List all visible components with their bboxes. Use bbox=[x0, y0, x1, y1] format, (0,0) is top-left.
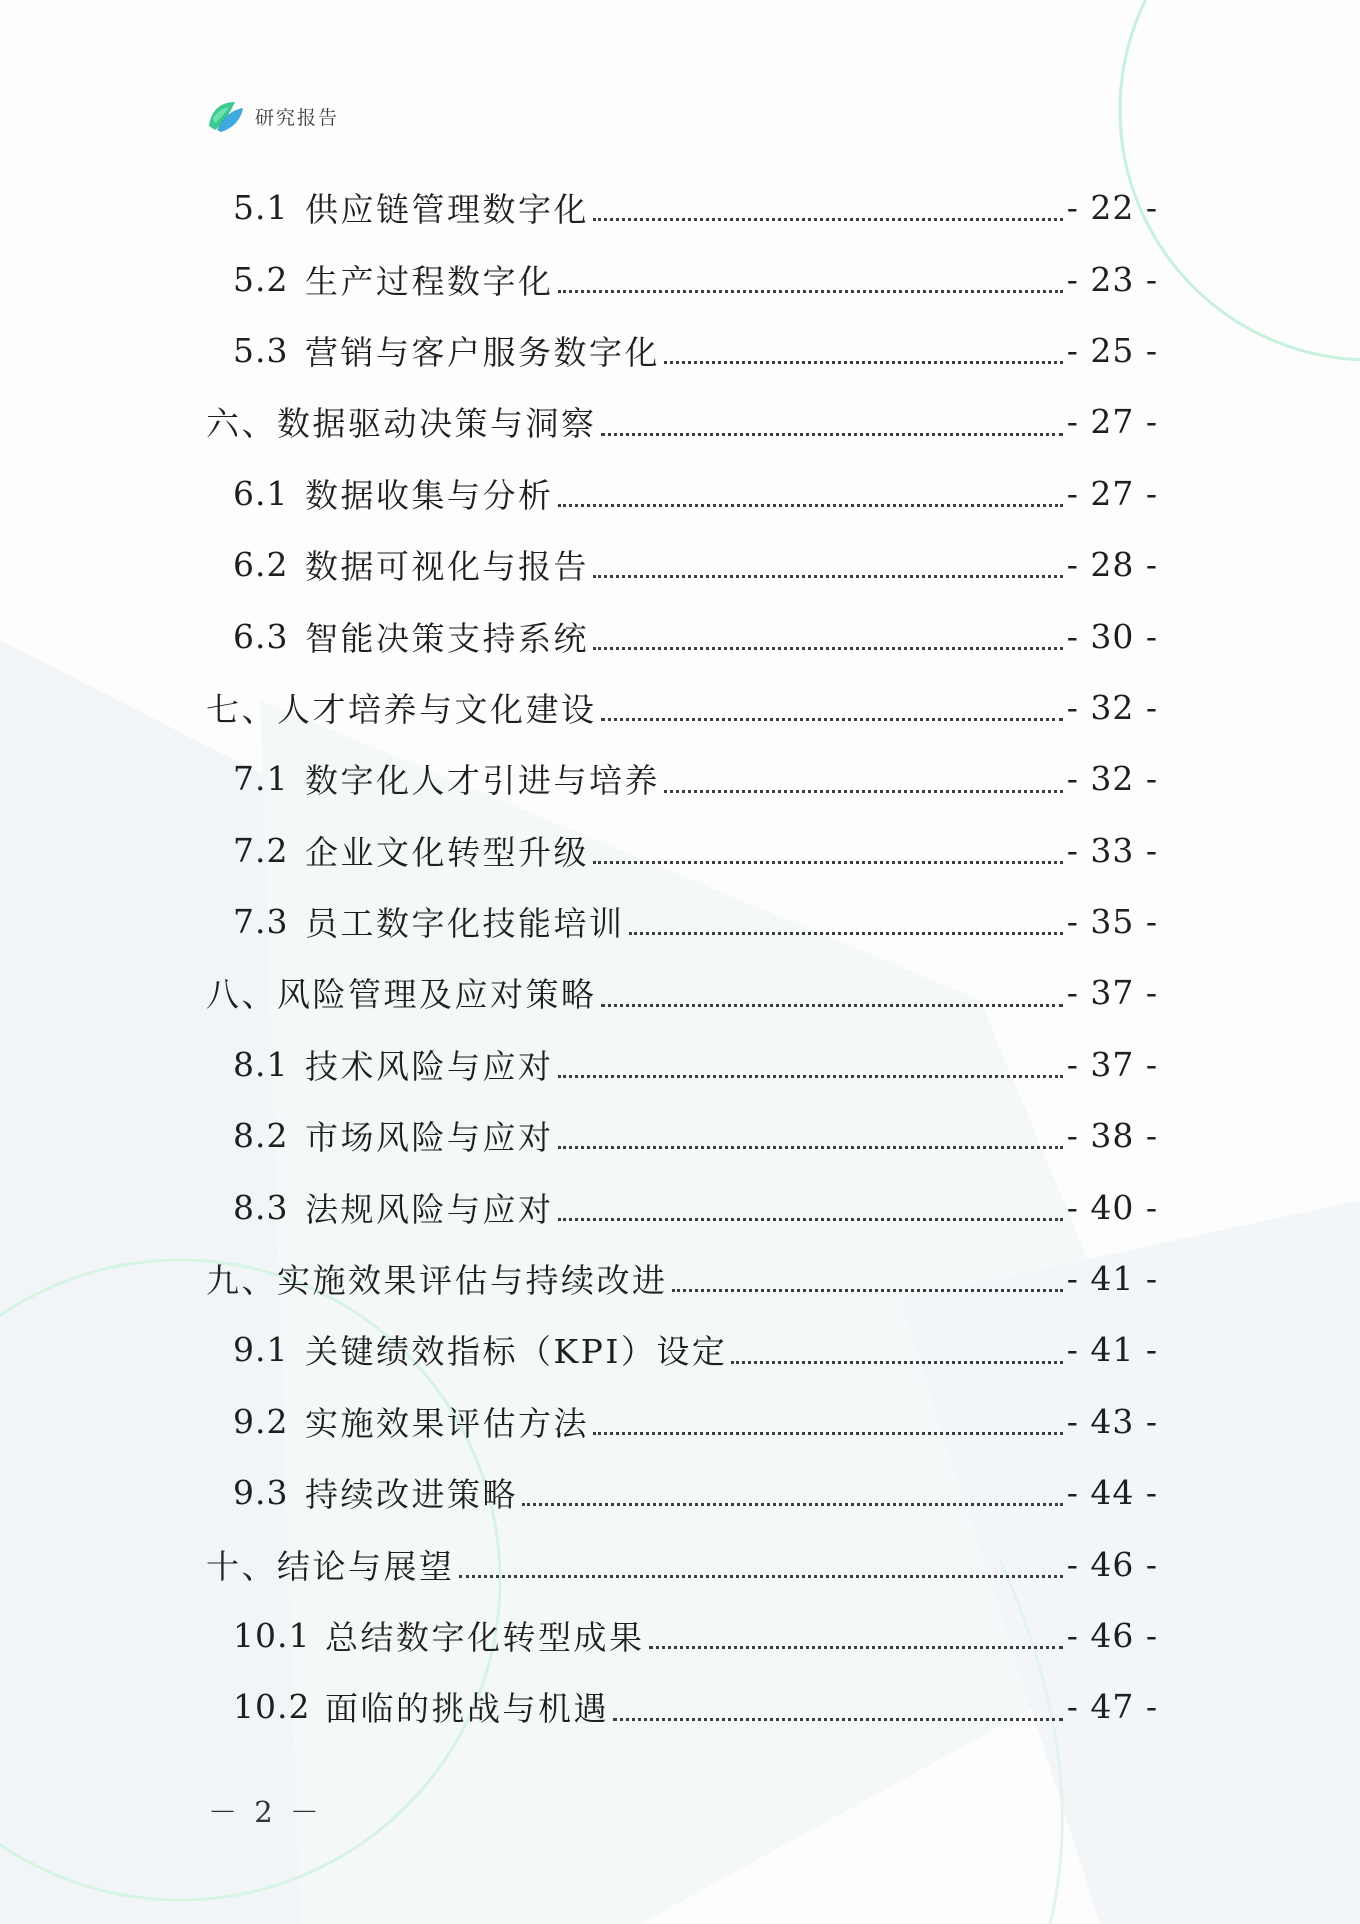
toc-dot-leader bbox=[558, 1217, 1063, 1221]
toc-dot-leader bbox=[459, 1574, 1063, 1578]
toc-entry-number: 7.2 bbox=[233, 830, 289, 870]
toc-entry-number: 6.1 bbox=[233, 473, 289, 513]
toc-entry-page-number: - 43 - bbox=[1066, 1401, 1158, 1441]
toc-entry-title: 法规风险与应对 bbox=[305, 1189, 554, 1229]
toc-entry-title: 企业文化转型升级 bbox=[305, 832, 589, 872]
toc-entry-page-number: - 41 - bbox=[1066, 1259, 1158, 1299]
toc-entry-title: 市场风险与应对 bbox=[305, 1118, 554, 1158]
leaf-logo-icon bbox=[205, 96, 245, 136]
toc-dot-leader bbox=[593, 574, 1063, 578]
toc-dot-leader bbox=[629, 931, 1063, 935]
toc-entry-title: 总结数字化转型成果 bbox=[325, 1618, 645, 1657]
toc-entry-title: 实施效果评估方法 bbox=[305, 1403, 589, 1443]
toc-entry-page-number: - 33 - bbox=[1066, 830, 1158, 870]
toc-entry-title: 九、实施效果评估与持续改进 bbox=[206, 1261, 668, 1301]
toc-dot-leader bbox=[558, 503, 1063, 507]
toc-entry-page-number: - 28 - bbox=[1066, 545, 1158, 585]
toc-entry[interactable] bbox=[206, 743, 1158, 814]
toc-entry[interactable] bbox=[206, 1528, 1158, 1599]
toc-entry[interactable] bbox=[206, 957, 1158, 1028]
toc-entry-number: 10.2 bbox=[233, 1687, 311, 1727]
toc-entry[interactable] bbox=[206, 386, 1158, 457]
toc-entry[interactable] bbox=[206, 1171, 1158, 1242]
toc-entry-title: 员工数字化技能培训 bbox=[305, 904, 625, 944]
header-title: 研究报告 bbox=[255, 106, 340, 129]
toc-entry-title: 十、结论与展望 bbox=[206, 1546, 455, 1586]
toc-entry-page-number: - 30 - bbox=[1066, 616, 1158, 656]
toc-dot-leader bbox=[593, 860, 1063, 864]
toc-entry-page-number: - 27 - bbox=[1066, 402, 1158, 442]
toc-entry-page-number: - 22 - bbox=[1066, 188, 1158, 228]
toc-entry[interactable] bbox=[206, 1100, 1158, 1171]
toc-entry-page-number: - 37 - bbox=[1066, 973, 1158, 1013]
toc-entry[interactable] bbox=[206, 1600, 1158, 1671]
toc-entry-number: 5.3 bbox=[233, 330, 289, 370]
toc-entry-number: 8.3 bbox=[233, 1187, 289, 1227]
toc-entry-number: 8.1 bbox=[233, 1044, 289, 1084]
toc-entry-page-number: - 46 - bbox=[1066, 1616, 1158, 1655]
toc-entry-title: 八、风险管理及应对策略 bbox=[206, 975, 597, 1015]
toc-entry-page-number: - 32 - bbox=[1066, 687, 1158, 727]
toc-dot-leader bbox=[593, 646, 1063, 650]
toc-dot-leader bbox=[593, 1431, 1063, 1435]
toc-entry-page-number: - 41 - bbox=[1066, 1330, 1158, 1370]
toc-entry[interactable] bbox=[206, 886, 1158, 957]
toc-dot-leader bbox=[649, 1645, 1063, 1649]
toc-entry-page-number: - 23 - bbox=[1066, 259, 1158, 299]
toc-entry[interactable] bbox=[206, 243, 1158, 314]
toc-entry-page-number: - 44 - bbox=[1066, 1473, 1158, 1513]
page-number-footer: － 2 － bbox=[208, 1795, 323, 1829]
toc-entry-page-number: - 35 - bbox=[1066, 902, 1158, 942]
toc-entry-number: 8.2 bbox=[233, 1116, 289, 1156]
toc-entry-title: 供应链管理数字化 bbox=[305, 190, 589, 230]
toc-entry-page-number: - 27 - bbox=[1066, 473, 1158, 513]
toc-entry[interactable] bbox=[206, 600, 1158, 671]
toc-dot-leader bbox=[664, 789, 1063, 793]
toc-entry-title: 数字化人才引进与培养 bbox=[305, 761, 660, 801]
toc-entry-number: 10.1 bbox=[233, 1616, 311, 1655]
toc-dot-leader bbox=[601, 717, 1063, 721]
toc-dot-leader bbox=[664, 360, 1063, 364]
toc-dot-leader bbox=[558, 289, 1063, 293]
toc-entry-title: 关键绩效指标（KPI）设定 bbox=[305, 1332, 728, 1372]
toc-entry-number: 7.3 bbox=[233, 902, 289, 942]
toc-entry-page-number: - 47 - bbox=[1066, 1687, 1158, 1727]
toc-entry-number: 7.1 bbox=[233, 759, 289, 799]
toc-entry[interactable] bbox=[206, 672, 1158, 743]
toc-dot-leader bbox=[593, 217, 1063, 221]
toc-entry-number: 5.2 bbox=[233, 259, 289, 299]
toc-entry-number: 9.2 bbox=[233, 1401, 289, 1441]
toc-entry[interactable] bbox=[206, 1029, 1158, 1100]
toc-entry[interactable] bbox=[206, 1457, 1158, 1528]
toc-entry[interactable] bbox=[206, 172, 1158, 243]
toc-entry-page-number: - 32 - bbox=[1066, 759, 1158, 799]
toc-dot-leader bbox=[522, 1502, 1063, 1506]
toc-dot-leader bbox=[558, 1145, 1063, 1149]
toc-entry-title: 面临的挑战与机遇 bbox=[325, 1689, 609, 1729]
toc-entry[interactable] bbox=[206, 1314, 1158, 1385]
toc-dot-leader bbox=[672, 1288, 1063, 1292]
toc-entry[interactable] bbox=[206, 815, 1158, 886]
report-header bbox=[205, 96, 339, 136]
toc-entry-page-number: - 40 - bbox=[1066, 1187, 1158, 1227]
toc-entry-title: 技术风险与应对 bbox=[305, 1046, 554, 1086]
toc-entry-page-number: - 38 - bbox=[1066, 1116, 1158, 1156]
toc-entry-page-number: - 37 - bbox=[1066, 1044, 1158, 1084]
toc-entry-title: 七、人才培养与文化建设 bbox=[206, 689, 597, 729]
toc-entry[interactable] bbox=[206, 529, 1158, 600]
toc-entry[interactable] bbox=[206, 1243, 1158, 1314]
toc-entry-title: 持续改进策略 bbox=[305, 1475, 518, 1515]
toc-entry[interactable] bbox=[206, 1386, 1158, 1457]
toc-entry-title: 数据可视化与报告 bbox=[305, 547, 589, 587]
toc-entry-page-number: - 46 - bbox=[1066, 1544, 1158, 1584]
toc-entry-number: 6.2 bbox=[233, 545, 289, 585]
toc-entry-page-number: - 25 - bbox=[1066, 330, 1158, 370]
toc-dot-leader bbox=[731, 1360, 1062, 1364]
toc-entry-title: 数据收集与分析 bbox=[305, 475, 554, 515]
toc-entry-number: 9.1 bbox=[233, 1330, 289, 1370]
toc-entry-number: 6.3 bbox=[233, 616, 289, 656]
toc-entry-number: 5.1 bbox=[233, 188, 289, 228]
toc-dot-leader bbox=[558, 1074, 1063, 1078]
table-of-contents bbox=[206, 172, 1158, 1743]
toc-entry-number: 9.3 bbox=[233, 1473, 289, 1513]
toc-entry[interactable] bbox=[206, 458, 1158, 529]
toc-entry[interactable] bbox=[206, 1671, 1158, 1742]
toc-entry-title: 智能决策支持系统 bbox=[305, 618, 589, 658]
toc-dot-leader bbox=[601, 432, 1063, 436]
toc-entry-title: 营销与客户服务数字化 bbox=[305, 332, 660, 372]
toc-entry-title: 六、数据驱动决策与洞察 bbox=[206, 404, 597, 444]
toc-dot-leader bbox=[601, 1003, 1063, 1007]
toc-dot-leader bbox=[613, 1717, 1063, 1721]
toc-entry-title: 生产过程数字化 bbox=[305, 261, 554, 301]
toc-entry[interactable] bbox=[206, 315, 1158, 386]
